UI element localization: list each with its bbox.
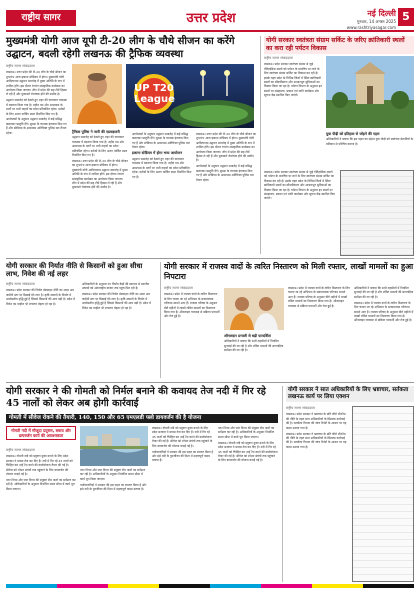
freedom-circuit-col-1 <box>264 56 322 168</box>
main-headline: मुख्यमंत्री योगी आज यूपी टी-20 लीग के चौथे सीजन का करेंगे उद्घाटन, बदली रहेगी लखनऊ की ट्रैफिक व्यवस्था <box>6 36 235 60</box>
main-col3-body: आयोजकों के अनुसार उद्घाटन समारोह में कई प्रसिद्ध कलाकार प्रस्तुति देंगे। सुरक्षा के व्यापक इंतजाम किए गए हैं और स्टेडियम के आसपास अतिरिक्त पुलिस बल तैनात रहेगा। <box>132 132 190 150</box>
cm-photo <box>72 64 122 124</box>
revenue-col4-body: अधिकारियों ने बताया कि सभी तहसीलों में नियमित सुनवाई की जा रही है और लंबित मामलों की साप्ताहिक समीक्षा की जा रही है। <box>354 286 414 299</box>
section-rule-2 <box>6 382 414 383</box>
officers-byline: राष्ट्रीय सागर संवाददाता <box>286 406 315 410</box>
export-col-1 <box>6 282 78 378</box>
main-col4-body: लखनऊ। उत्तर प्रदेश की टी-20 लीग के चौथे सीजन का शुभारंभ आज इकाना स्टेडियम में होगा। मुख्यमंत्री योगी आदित्यनाथ उद्घाटन समारोह में मुख्य अतिथि के रूप में शामिल होंगे। इस दौरान रंगारंग सांस्कृतिक कार्यक्रम का आयोजन किया जाएगा। लीग में प्रदेश की छह टीमें हिस्सा ले रही हैं और मुकाबले रोमांचक होने की उम्मीद है। <box>196 132 256 163</box>
revenue-body: लखनऊ। प्रदेश में राजस्व वादों के त्वरित निस्तारण के लिए चलाए जा रहे अभियान के सकारात्मक परिणाम सामने आए हैं। राजस्व परिषद के अनुसार बीते महीनों में लाखों लंबित मामलों का निस्तारण किया गया है। ऑनलाइन व्यवस्था से प्रक्रिया पारदर्शी और तेज हुई है। <box>164 292 220 319</box>
gomti-col-2 <box>80 468 148 582</box>
freedom-body-2: अधिकारियों ने बताया कि इस पहल का उद्देश्य युवा पीढ़ी को स्वतंत्रता सेनानियों के बलिदान से परिचित कराना है। <box>326 137 414 146</box>
main-body-2: उद्घाटन समारोह को देखते हुए शहर की यातायात व्यवस्था में बदलाव किया गया है। शहीद पथ और आसपास के मार्गों पर भारी वाहनों का प्रवेश प्रतिबंधित रहेगा। दर्शकों के लिए अलग पार्किंग स्थल निर्धारित किए गए हैं। <box>6 98 67 116</box>
gomti-body: लखनऊ। गोमती नदी को प्रदूषण मुक्त बनाने के लिए प्रदेश सरकार ने प्रयास तेज कर दिए हैं। नदी में गिर रहे 45 नालों को चिन्हित कर उन्हें टैप करने की कार्ययोजना तैयार की गई है। सीवेज को शोधन संयंत्रों तक पहुंचाने के लिए डायवर्जन की योजना बनाई गई है। <box>6 454 73 477</box>
revenue-col-1 <box>164 286 220 378</box>
revenue-col-4 <box>354 286 414 378</box>
gomti-col4-body: नगर निगम और जल निगम की संयुक्त टीम नालों का सर्वेक्षण कर रही है। अधिकारियों के अनुसार निर्धारित समय सीमा में कार्य पूरा किया जाएगा। <box>218 426 275 439</box>
export-body: लखनऊ। प्रदेश सरकार की निर्यात प्रोत्साहन नीति का असर अब जमीनी स्तर पर दिखाई देने लगा है। कृषि उत्पादों के निर्यात में उल्लेखनीय वृद्धि हुई है जिससे किसानों की आय बढ़ी है। प्रदेश में निवेश का माहौल भी लगातार बेहतर हो रहा है। <box>6 288 75 306</box>
edition-city: नई दिल्ली <box>367 9 396 18</box>
section-title: उत्तर प्रदेश <box>186 11 236 26</box>
logo-text: UP T20 League <box>134 83 175 105</box>
gomti-col-3 <box>152 426 214 582</box>
revenue-headline: योगी सरकार में राजस्व वादों के त्वरित निस्तारण को मिली रफ्तार, लाखों मामलों का हुआ निपटारा <box>164 262 414 281</box>
classified-ad-box <box>340 170 414 256</box>
gomti-body-2: नगर निगम और जल निगम की संयुक्त टीम नालों का सर्वेक्षण कर रही है। अधिकारियों के अनुसार निर्धारित समय सीमा में कार्य पूरा किया जाएगा। <box>80 468 146 481</box>
export-body-3: लखनऊ। प्रदेश सरकार की निर्यात प्रोत्साहन नीति का असर अब जमीनी स्तर पर दिखाई देने लगा है। कृषि उत्पादों के निर्यात में उल्लेखनीय वृद्धि हुई है जिससे किसानों की आय बढ़ी है। प्रदेश में निवेश का माहौल भी लगातार बेहतर हो रहा है। <box>82 292 151 310</box>
revenue-subhead: ऑनलाइन प्रणाली से बढ़ी पारदर्शिता <box>224 333 271 338</box>
edition-info <box>306 8 396 30</box>
column-divider <box>260 36 261 254</box>
main-byline: राष्ट्रीय सागर संवाददाता <box>6 64 35 68</box>
main-col4-body-b: आयोजकों के अनुसार उद्घाटन समारोह में कई प्रसिद्ध कलाकार प्रस्तुति देंगे। सुरक्षा के व्यापक इंतजाम किए गए हैं और स्टेडियम के आसपास अतिरिक्त पुलिस बल तैनात रहेगा। <box>196 164 254 182</box>
export-body-2: अधिकारियों के अनुसार नए निर्यात केंद्रों की स्थापना से स्थानीय उत्पादों को अंतरराष्ट्रीय बाजार तक पहुंच मिल रही है। <box>82 282 150 291</box>
officers-body-b: लखनऊ। प्रदेश सरकार ने भ्रष्टाचार के प्रति जीरो टॉलरेंस की नीति के तहत सात अधिकारियों के खिलाफ कार्रवाई की है। सतर्कता विभाग की जांच रिपोर्ट के आधार पर यह कदम उठाया गया है। <box>286 431 347 449</box>
main-body-3: आयोजकों के अनुसार उद्घाटन समारोह में कई प्रसिद्ध कलाकार प्रस्तुति देंगे। सुरक्षा के व्यापक इंतजाम किए गए हैं और स्टेडियम के आसपास अतिरिक्त पुलिस बल तैनात रहेगा। <box>6 117 67 135</box>
freedom-circuit-headline: योगी सरकार स्वतंत्रता संग्राम सर्किट के जरिए क्रांतिकारी स्थलों का करा रही पर्यटन विकास <box>264 36 414 54</box>
revenue-col4-body-b: लखनऊ। प्रदेश में राजस्व वादों के त्वरित निस्तारण के लिए चलाए जा रहे अभियान के सकारात्मक परिणाम सामने आए हैं। राजस्व परिषद के अनुसार बीते महीनों में लाखों लंबित मामलों का निस्तारण किया गया है। ऑनलाइन व्यवस्था से प्रक्रिया पारदर्शी और तेज हुई है। <box>354 300 414 323</box>
freedom-byline: राष्ट्रीय सागर संवाददाता <box>264 56 293 60</box>
page-number: 5 <box>398 8 414 26</box>
export-byline: राष्ट्रीय सागर संवाददाता <box>6 282 35 286</box>
main-story-col-1 <box>6 64 68 254</box>
monument-icon <box>326 56 414 128</box>
cm-portrait-icon <box>72 64 122 124</box>
officers-col-1 <box>286 406 348 582</box>
up-t20-logo-image <box>126 64 254 128</box>
freedom-col3-body: लखनऊ। प्रदेश सरकार स्वतंत्रता संग्राम से जुड़े ऐतिहासिक स्थलों को पर्यटन के मानचित्र पर लाने के लिए स्वतंत्रता संग्राम सर्किट का विकास कर रही है। इसके तहत प्रदेश के विभिन्न जिलों में स्थित क्रांतिकारी स्थलों का सौंदर्यीकरण और आधारभूत सुविधाओं का विस्तार किया जा रहा है। पर्यटन विभाग के अनुसार इन स्थलों पर संग्रहालय, प्रकाश एवं ध्वनि कार्यक्रम और सूचना केंद्र स्थापित किए जाएंगे। <box>264 170 336 201</box>
gomti-col-1 <box>6 448 76 582</box>
newspaper-page <box>6 6 414 588</box>
revenue-photo <box>224 288 284 330</box>
column-divider-3 <box>282 386 283 582</box>
freedom-body: लखनऊ। प्रदेश सरकार स्वतंत्रता संग्राम से जुड़े ऐतिहासिक स्थलों को पर्यटन के मानचित्र पर लाने के लिए स्वतंत्रता संग्राम सर्किट का विकास कर रही है। इसके तहत प्रदेश के विभिन्न जिलों में स्थित क्रांतिकारी स्थलों का सौंदर्यीकरण और आधारभूत सुविधाओं का विस्तार किया जा रहा है। पर्यटन विभाग के अनुसार इन स्थलों पर संग्रहालय, प्रकाश एवं ध्वनि कार्यक्रम और सूचना केंद्र स्थापित किए जाएंगे। <box>264 62 322 98</box>
officers-headline: योगी सरकार ने सात अधिकारियों के लिए भ्रष्टाचार, सर्तकता लखनऊ कार्य पर लिया एक्शन <box>286 386 414 402</box>
print-registration-bar <box>6 584 414 588</box>
section-rule-1 <box>6 258 414 259</box>
gomti-box-head: गोमती में सीवेज रोकने की तैयारी, 140, 150 और 65 एमएलडी फ्लो डायवर्जन की है योजना <box>6 414 278 423</box>
main-subhead-2: इकाना स्टेडियम में होगा भव्य आयोजन <box>132 151 183 156</box>
gomti-col4-body-b: लखनऊ। गोमती नदी को प्रदूषण मुक्त बनाने के लिए प्रदेश सरकार ने प्रयास तेज कर दिए हैं। नदी में गिर रहे 45 नालों को चिन्हित कर उन्हें टैप करने की कार्ययोजना तैयार की गई है। सीवेज को शोधन संयंत्रों तक पहुंचाने के लिए डायवर्जन की योजना बनाई गई है। <box>218 440 278 463</box>
freedom-circuit-col-2 <box>326 130 414 168</box>
river-icon <box>80 426 148 466</box>
export-headline: योगी सरकार की निर्यात नीति से किसानों को हुआ सीधा लाभ, निवेश की नई लहर <box>6 262 143 279</box>
gomti-river-photo <box>80 426 148 466</box>
gomti-col3-body: लखनऊ। गोमती नदी को प्रदूषण मुक्त बनाने के लिए प्रदेश सरकार ने प्रयास तेज कर दिए हैं। नदी में गिर रहे 45 नालों को चिन्हित कर उन्हें टैप करने की कार्ययोजना तैयार की गई है। सीवेज को शोधन संयंत्रों तक पहुंचाने के लिए डायवर्जन की योजना बनाई गई है। <box>152 426 213 448</box>
gomti-headline: योगी सरकार ने की गोमती को निर्मल बनाने की कवायद तेज नदी में गिर रहे 45 नालों को लेकर अब होगी कार्रवाई <box>6 386 266 409</box>
revenue-body-2: अधिकारियों ने बताया कि सभी तहसीलों में नियमित सुनवाई की जा रही है और लंबित मामलों की साप्ताहिक समीक्षा की जा रही है। <box>224 339 284 353</box>
website: www.rashtriyasagar.com <box>346 25 396 30</box>
tender-notice-box <box>352 406 414 582</box>
officers-body: लखनऊ। प्रदेश सरकार ने भ्रष्टाचार के प्रति जीरो टॉलरेंस की नीति के तहत सात अधिकारियों के खिलाफ कार्रवाई की है। सतर्कता विभाग की जांच रिपोर्ट के आधार पर यह कदम उठाया गया है। <box>286 412 347 430</box>
main-subhead-1: ट्रैफिक पुलिस ने जारी की एडवाइजरी <box>72 129 120 134</box>
freedom-subhead: युवा पीढ़ी को इतिहास से जोड़ने की पहल <box>326 131 380 136</box>
gomti-body-b: नगर निगम और जल निगम की संयुक्त टीम नालों का सर्वेक्षण कर रही है। अधिकारियों के अनुसार निर्धारित समय सीमा में कार्य पूरा किया जाएगा। <box>6 477 76 491</box>
freedom-circuit-col-3 <box>264 170 336 256</box>
officials-photo-icon <box>224 288 284 330</box>
export-col-2 <box>82 282 156 378</box>
revenue-byline: राष्ट्रीय सागर संवाददाता <box>164 286 193 290</box>
revenue-col-3 <box>288 286 350 378</box>
main-story-col-2 <box>72 128 128 254</box>
revenue-col3-body: लखनऊ। प्रदेश में राजस्व वादों के त्वरित निस्तारण के लिए चलाए जा रहे अभियान के सकारात्मक परिणाम सामने आए हैं। राजस्व परिषद के अनुसार बीते महीनों में लाखों लंबित मामलों का निस्तारण किया गया है। ऑनलाइन व्यवस्था से प्रक्रिया पारदर्शी और तेज हुई है। <box>288 286 350 308</box>
main-col2-body: उद्घाटन समारोह को देखते हुए शहर की यातायात व्यवस्था में बदलाव किया गया है। शहीद पथ और आसपास के मार्गों पर भारी वाहनों का प्रवेश प्रतिबंधित रहेगा। दर्शकों के लिए अलग पार्किंग स्थल निर्धारित किए गए हैं। <box>72 135 128 158</box>
edition-date: गुरुवार, 14 अगस्त 2025 <box>356 19 396 24</box>
main-col2-body-b: लखनऊ। उत्तर प्रदेश की टी-20 लीग के चौथे सीजन का शुभारंभ आज इकाना स्टेडियम में होगा। मुख्यमंत्री योगी आदित्यनाथ उद्घाटन समारोह में मुख्य अतिथि के रूप में शामिल होंगे। इस दौरान रंगारंग सांस्कृतिक कार्यक्रम का आयोजन किया जाएगा। लीग में प्रदेश की छह टीमें हिस्सा ले रही हैं और मुकाबले रोमांचक होने की उम्मीद है। <box>72 158 128 190</box>
main-story-col-3 <box>132 132 192 254</box>
gomti-col-4 <box>218 426 278 582</box>
gomti-col3-body-b: पर्यावरणविदों ने सरकार की इस पहल का स्वागत किया है और इसे नदी के पुनर्जीवन की दिशा में महत्वपूर्ण कदम बताया है। <box>152 449 214 463</box>
masthead <box>6 6 414 32</box>
revenue-col-2 <box>224 332 284 378</box>
gomti-pill: गोमती नदी में मौजूदा प्रदूषण, बचाव और डायवर्जन कार्य की आवश्यकता <box>6 426 76 440</box>
gomti-byline: राष्ट्रीय सागर संवाददाता <box>6 448 35 452</box>
main-story-col-4 <box>196 132 256 254</box>
column-divider-2 <box>160 262 161 378</box>
paper-name: राष्ट्रीय सागर <box>6 10 76 26</box>
masthead-rule <box>6 30 414 32</box>
main-col3-body-b: उद्घाटन समारोह को देखते हुए शहर की यातायात व्यवस्था में बदलाव किया गया है। शहीद पथ और आसपास के मार्गों पर भारी वाहनों का प्रवेश प्रतिबंधित रहेगा। दर्शकों के लिए अलग पार्किंग स्थल निर्धारित किए गए हैं। <box>132 157 192 179</box>
monument-photo <box>326 56 414 128</box>
main-body: लखनऊ। उत्तर प्रदेश की टी-20 लीग के चौथे सीजन का शुभारंभ आज इकाना स्टेडियम में होगा। मुख्यमंत्री योगी आदित्यनाथ उद्घाटन समारोह में मुख्य अतिथि के रूप में शामिल होंगे। इस दौरान रंगारंग सांस्कृतिक कार्यक्रम का आयोजन किया जाएगा। लीग में प्रदेश की छह टीमें हिस्सा ले रही हैं और मुकाबले रोमांचक होने की उम्मीद है। <box>6 70 67 97</box>
gomti-body-3: पर्यावरणविदों ने सरकार की इस पहल का स्वागत किया है और इसे नदी के पुनर्जीवन की दिशा में महत्वपूर्ण कदम बताया है। <box>80 482 147 492</box>
